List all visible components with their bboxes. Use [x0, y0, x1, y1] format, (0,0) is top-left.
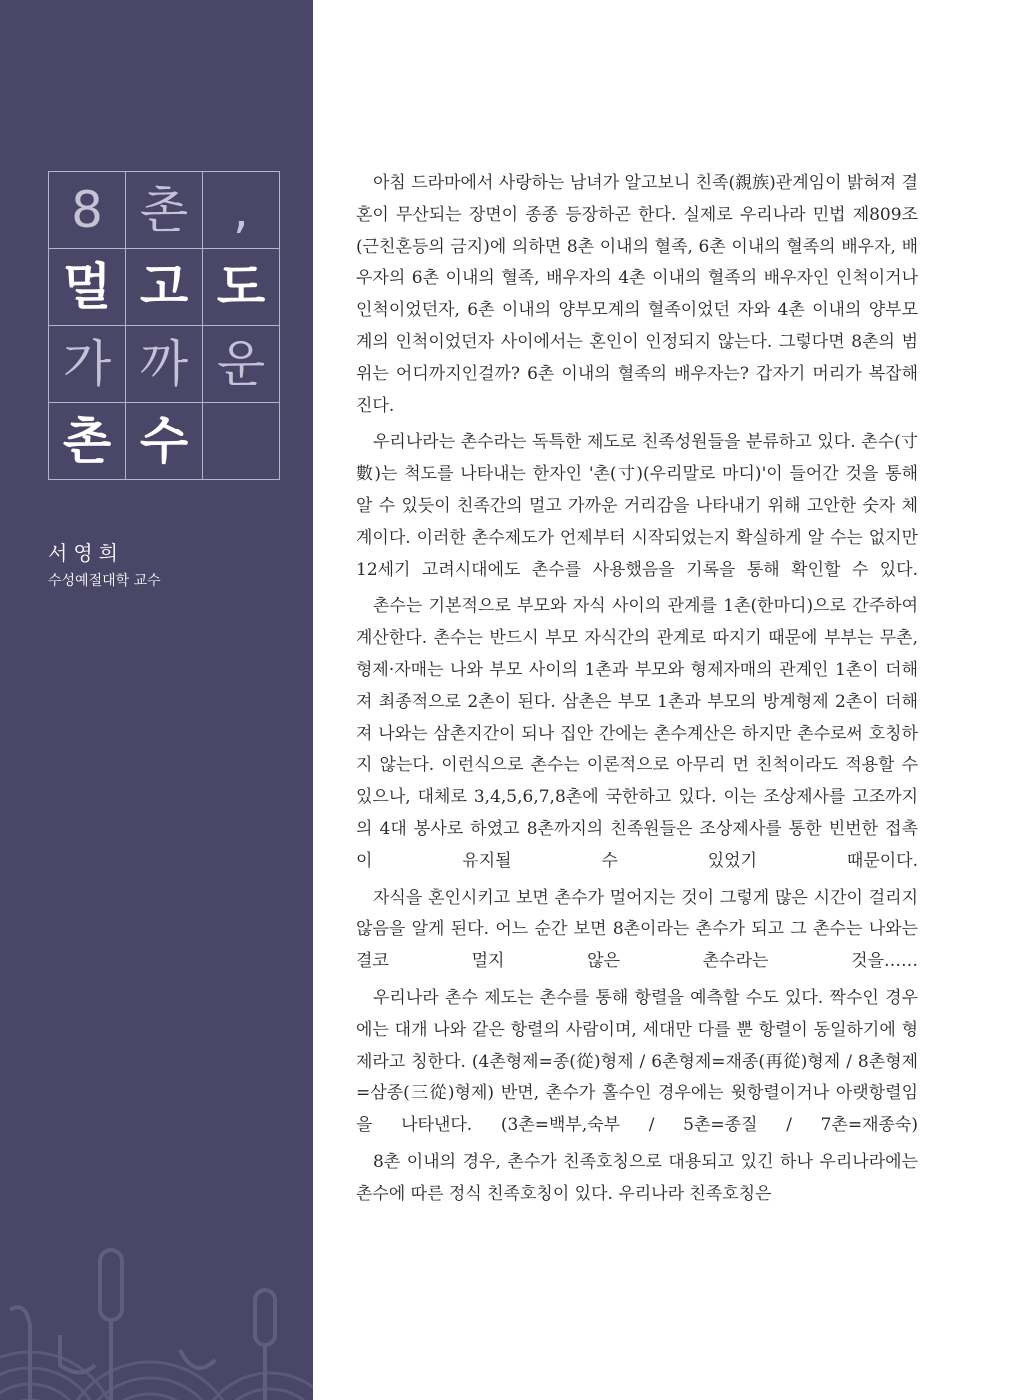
title-char: 운	[203, 326, 280, 403]
paragraph: 우리나라 촌수 제도는 촌수를 통해 항렬을 예측할 수도 있다. 짝수인 경우에는 대개 나와 같은 항렬의 사람이며, 세대만 다를 뿐 항렬이 동일하기에 형제라고 칭한다. (4촌형제=종(從)형제 / 6촌형제=재종(再從)형제 / 8촌형제=삼종(三從)형제) 반면, 촌수가 홀수인 경우에는 윗항렬이거나 아랫항렬임을 나타낸다. (3촌=백부,숙부 / 5촌=종질 / 7촌=재종숙)	[356, 987, 918, 1136]
author-name: 서영희	[48, 541, 124, 565]
article-body	[356, 168, 918, 1216]
paragraph: 8촌 이내의 경우, 촌수가 친족호칭으로 대용되고 있긴 하나 우리나라에는 촌수에 따른 정식 친족호칭이 있다. 우리나라 친족호칭은	[356, 1151, 918, 1204]
title-char: 촌	[126, 172, 203, 249]
title-char: 멀	[49, 249, 126, 326]
author-affiliation: 수성예절대학 교수	[48, 573, 161, 589]
title-char: 도	[203, 249, 280, 326]
title-char: 8	[49, 172, 126, 249]
paragraph: 자식을 혼인시키고 보면 촌수가 멀어지는 것이 그렇게 많은 시간이 걸리지 않음을 알게 된다. 어느 순간 보면 8촌이라는 촌수가 되고 그 촌수는 나와는 결코 멀지 않은 촌수라는 것을……	[356, 887, 918, 972]
title-char: 고	[126, 249, 203, 326]
title-char: 까	[126, 326, 203, 403]
title-char: 가	[49, 326, 126, 403]
sidebar-panel	[0, 0, 313, 1400]
title-char: 수	[126, 403, 203, 480]
title-char	[203, 403, 280, 480]
title-char: ,	[203, 172, 280, 249]
paragraph: 촌수는 기본적으로 부모와 자식 사이의 관계를 1촌(한마디)으로 간주하여 계산한다. 촌수는 반드시 부모 자식간의 관계로 따지기 때문에 부부는 무촌, 형제·자매는 나와 부모 사이의 1촌과 부모와 형제자매의 관계인 1촌이 더해져 최종적으로 2촌이 된다. 삼촌은 부모 1촌과 부모의 방계형제 2촌이 더해져 나와는 삼촌지간이 되나 집안 간에는 촌수계산은 하지만 촌수로써 호칭하지 않는다. 이런식으로 촌수는 이론적으로 아무리 먼 친척이라도 적용할 수 있으나, 대체로 3,4,5,6,7,8촌에 국한하고 있다. 이는 조상제사를 고조까지의 4대 봉사로 하였고 8촌까지의 친족원들은 조상제사를 통한 빈번한 접촉이 유지될 수 있었기 때문이다.	[356, 596, 918, 871]
paragraph: 우리나라는 촌수라는 독특한 제도로 친족성원들을 분류하고 있다. 촌수(寸數)는 척도를 나타내는 한자인 '촌(寸)(우리말로 마디)'이 들어간 것을 통해 알 수 있듯이 친족간의 멀고 가까운 거리감을 나타내기 위해 고안한 숫자 체계이다. 이러한 촌수제도가 언제부터 시작되었는지 확실하게 알 수는 없지만 12세기 고려시대에도 촌수를 사용했음을 기록을 통해 확인할 수 있다.	[356, 432, 918, 580]
decorative-wave-pattern	[0, 1240, 313, 1400]
paragraph: 아침 드라마에서 사랑하는 남녀가 알고보니 친족(親族)관계임이 밝혀져 결혼이 무산되는 장면이 종종 등장하곤 한다. 실제로 우리나라 민법 제809조(근친혼등의 금지)에 의하면 8촌 이내의 혈족, 6촌 이내의 혈족의 배우자, 배우자의 6촌 이내의 혈족, 배우자의 4촌 이내의 혈족의 배우자인 인척이거나 인척이었던자, 6촌 이내의 양부모계의 혈족이었던 자와 4촌 이내의 양부모계의 인척이었던자 사이에서는 혼인이 인정되지 않는다. 그렇다면 8촌의 범위는 어디까지인걸까? 6촌 이내의 혈족의 배우자는? 갑자기 머리가 복잡해 진다.	[356, 173, 918, 416]
title-char: 촌	[49, 403, 126, 480]
title-grid	[48, 171, 280, 480]
